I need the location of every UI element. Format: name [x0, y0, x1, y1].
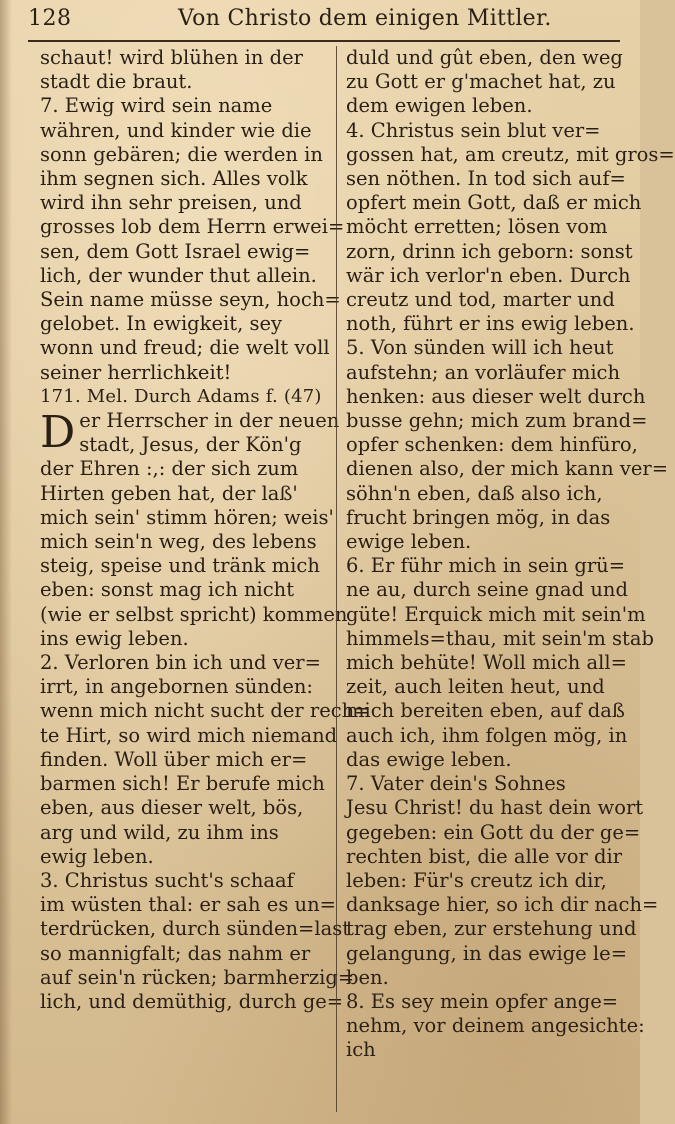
text-line: [40, 602, 348, 627]
line-text: rechten bist, die alle vor dir: [346, 844, 623, 868]
line-text: noth, führt er ins ewig leben.: [346, 312, 635, 336]
line-text: seiner herrlichkeit!: [40, 360, 232, 384]
line-text: trag eben, zur erstehung und: [346, 917, 637, 941]
line-text: wär ich verlor'n eben. Durch: [346, 263, 631, 287]
text-line: [346, 917, 637, 941]
text-line: [40, 530, 330, 554]
line-text: lich, der wunder thut allein.: [40, 263, 317, 287]
text-line: [40, 627, 330, 651]
line-text: sen, dem Gott Israel ewig=: [40, 239, 311, 263]
line-text: wenn mich nicht sucht der rech=: [40, 699, 371, 723]
line-text: aufstehn; an vorläufer mich: [346, 360, 621, 384]
line-text: zeit, auch leiten heut, und: [346, 675, 605, 699]
line-text: güte! Erquick mich mit sein'm: [346, 602, 646, 626]
text-line: [346, 796, 644, 820]
text-line: [40, 651, 330, 675]
page-gutter-shadow: [0, 0, 12, 1124]
line-text: 2. Verloren bin ich und ver=: [40, 651, 321, 675]
page-header: [28, 6, 612, 36]
line-text: opfer schenken: dem hinfüro,: [346, 433, 638, 457]
text-line: [40, 578, 330, 602]
right-column: [346, 46, 675, 1063]
text-line: [40, 505, 334, 530]
hymn-heading: [40, 385, 330, 409]
line-text: opfert mein Gott, daß er mich: [346, 191, 642, 215]
line-text: grosses lob dem Herrn erwei=: [40, 215, 345, 239]
line-text: te Hirt, so wird mich niemand: [40, 723, 338, 747]
line-text: wonn und freud; die welt voll: [40, 336, 330, 360]
column-divider: [336, 46, 337, 1112]
line-text: eben, aus dieser welt, bös,: [40, 796, 304, 820]
line-text: stadt, Jesus, der Kön'g: [79, 433, 302, 457]
text-line: [346, 482, 632, 506]
text-line: [346, 869, 632, 893]
text-line: [346, 578, 632, 602]
text-line: [346, 530, 632, 554]
text-line: [40, 191, 330, 215]
text-line: [40, 796, 330, 820]
line-text: ewige leben.: [346, 530, 472, 554]
text-line: [40, 240, 330, 264]
text-line: [40, 70, 330, 94]
line-text: dem ewigen leben.: [346, 94, 533, 118]
line-text: 7. Ewig wird sein name: [40, 94, 273, 118]
line-text: er Herrscher in der neuen: [79, 409, 340, 433]
line-text: gossen hat, am creutz, mit gros=: [346, 142, 675, 166]
text-line: [346, 748, 632, 772]
text-line: [40, 482, 330, 506]
text-line: [40, 723, 338, 748]
text-line: [346, 70, 632, 94]
line-text: Jesu Christ! du hast dein wort: [346, 796, 644, 820]
line-text: himmels=thau, mit sein'm stab: [346, 626, 654, 650]
line-text: 5. Von sünden will ich heut: [346, 336, 614, 360]
line-text: Hirten geben hat, der laß': [40, 481, 298, 505]
text-line: [346, 312, 635, 336]
line-text: so mannigfalt; das nahm er: [40, 941, 311, 965]
text-line: [346, 167, 632, 191]
line-text: eben: sonst mag ich nicht: [40, 578, 295, 602]
line-text: möcht erretten; lösen vom: [346, 215, 608, 239]
line-text: auf sein'n rücken; barmherzig=: [40, 965, 355, 989]
text-line: [346, 699, 632, 723]
text-line: [346, 554, 632, 578]
line-text: söhn'n eben, daß also ich,: [346, 481, 603, 505]
line-text: mich bereiten eben, auf daß: [346, 699, 625, 723]
line-text: 7. Vater dein's Sohnes: [346, 772, 566, 796]
text-line: [40, 119, 330, 143]
text-line: [346, 119, 632, 143]
line-text: lich, und demüthig, durch ge=: [40, 989, 344, 1013]
line-text: 4. Christus sein blut ver=: [346, 118, 601, 142]
line-text: 3. Christus sucht's schaaf: [40, 868, 294, 892]
running-head: Von Christo dem einigen Mittler.: [178, 6, 552, 31]
line-text: ne au, durch seine gnad und: [346, 578, 628, 602]
text-line: [40, 821, 330, 845]
text-line: [346, 409, 648, 433]
line-text: irrt, in angebornen sünden:: [40, 675, 313, 699]
line-text: währen, und kinder wie die: [40, 118, 312, 142]
line-text: gelobet. In ewigkeit, sey: [40, 312, 283, 336]
text-line: [346, 384, 646, 409]
text-line: [40, 46, 330, 70]
text-line: [346, 942, 632, 966]
text-line: [40, 989, 344, 1014]
text-line: [346, 724, 632, 748]
text-line: [346, 288, 632, 312]
text-line: [40, 893, 336, 917]
text-line: [40, 143, 330, 167]
left-column: [40, 46, 371, 1014]
text-line: [346, 264, 632, 288]
text-line: [346, 457, 669, 481]
text-line: [346, 46, 632, 70]
text-line: [40, 699, 371, 723]
text-line: [346, 990, 632, 1014]
text-line: [346, 772, 632, 796]
line-text: ich: [346, 1038, 376, 1062]
line-text: danksage hier, so ich dir nach=: [346, 893, 659, 917]
text-line: [40, 845, 330, 869]
line-text: busse gehn; mich zum brand=: [346, 409, 648, 433]
text-line: [40, 554, 330, 578]
line-text: barmen sich! Er berufe mich: [40, 772, 325, 796]
line-text: 6. Er führ mich in sein grü=: [346, 554, 626, 578]
text-line: [40, 94, 330, 118]
line-text: Sein name müsse seyn, hoch=: [40, 288, 341, 312]
line-text: mich behüte! Woll mich all=: [346, 651, 627, 675]
line-text: ben.: [346, 965, 389, 989]
line-text: wird ihn sehr preisen, und: [40, 191, 302, 215]
line-text: arg und wild, zu ihm ins: [40, 820, 279, 844]
line-text: 8. Es sey mein opfer ange=: [346, 989, 619, 1013]
text-line: [346, 626, 654, 651]
text-line: [40, 917, 351, 941]
line-text: nehm, vor deinem angesichte:: [346, 1014, 645, 1038]
line-text: das ewige leben.: [346, 747, 512, 771]
line-text: zu Gott er g'machet hat, zu: [346, 70, 616, 94]
line-text: finden. Woll über mich er=: [40, 747, 308, 771]
line-text: mich sein' stimm hören; weis': [40, 505, 334, 529]
text-line: [40, 942, 330, 966]
line-text: 171. Mel. Durch Adams f. (47): [40, 385, 322, 407]
text-line: [346, 433, 638, 457]
line-text: henken: aus dieser welt durch: [346, 384, 646, 408]
text-line: [346, 215, 632, 239]
text-line: [346, 893, 659, 917]
text-line: [346, 191, 642, 215]
line-text: steig, speise und tränk mich: [40, 554, 320, 578]
text-line: [346, 675, 632, 699]
line-text: ins ewig leben.: [40, 626, 189, 650]
line-text: creutz und tod, marter und: [346, 288, 615, 312]
text-line: [346, 142, 675, 167]
line-text: der Ehren :,: der sich zum: [40, 457, 299, 481]
line-text: im wüsten thal: er sah es un=: [40, 893, 336, 917]
line-text: frucht bringen mög, in das: [346, 505, 611, 529]
text-line: [40, 433, 330, 457]
text-line: [40, 167, 330, 191]
text-line: [346, 845, 632, 869]
text-line: [40, 675, 330, 699]
line-text: gegeben: ein Gott du der ge=: [346, 820, 641, 844]
line-text: dienen also, der mich kann ver=: [346, 457, 669, 481]
text-line: [40, 215, 345, 239]
text-line: [40, 288, 341, 312]
text-line: [346, 820, 641, 845]
text-line: [346, 651, 632, 675]
line-text: mich sein'n weg, des lebens: [40, 530, 317, 554]
text-line: [346, 240, 632, 264]
line-text: zorn, drinn ich geborn: sonst: [346, 239, 633, 263]
text-line: [346, 1014, 645, 1038]
text-line: [40, 748, 330, 772]
text-line: [346, 94, 632, 118]
line-text: sonn gebären; die werden in: [40, 142, 323, 166]
text-line: [40, 457, 330, 481]
line-text: sen nöthen. In tod sich auf=: [346, 167, 626, 191]
page-number: 128: [28, 6, 72, 31]
text-line: [346, 602, 646, 627]
line-text: terdrücken, durch sünden=last: [40, 917, 351, 941]
text-line: [346, 506, 632, 530]
text-line: [40, 772, 330, 796]
text-line: [40, 869, 330, 893]
line-text: gelangung, in das ewige le=: [346, 941, 628, 965]
line-text: ihm segnen sich. Alles volk: [40, 167, 308, 191]
text-line: [40, 312, 330, 336]
line-text: stadt die braut.: [40, 70, 193, 94]
line-text: ewig leben.: [40, 844, 154, 868]
text-line: [40, 409, 340, 433]
text-line: [40, 965, 355, 990]
line-text: schaut! wird blühen in der: [40, 46, 303, 69]
text-line: [40, 361, 330, 385]
line-text: duld und gût eben, den weg: [346, 46, 623, 69]
text-line: [346, 966, 632, 990]
line-text: (wie er selbst spricht) kommen: [40, 602, 348, 626]
dropcap-initial: D: [40, 407, 76, 459]
header-rule: [28, 40, 620, 42]
line-text: auch ich, ihm folgen mög, in: [346, 723, 628, 747]
text-line: [346, 361, 632, 385]
line-text: leben: Für's creutz ich dir,: [346, 868, 607, 892]
text-line: [40, 336, 330, 360]
text-line: [346, 1038, 632, 1062]
text-line: [40, 264, 330, 288]
text-line: [346, 336, 632, 360]
